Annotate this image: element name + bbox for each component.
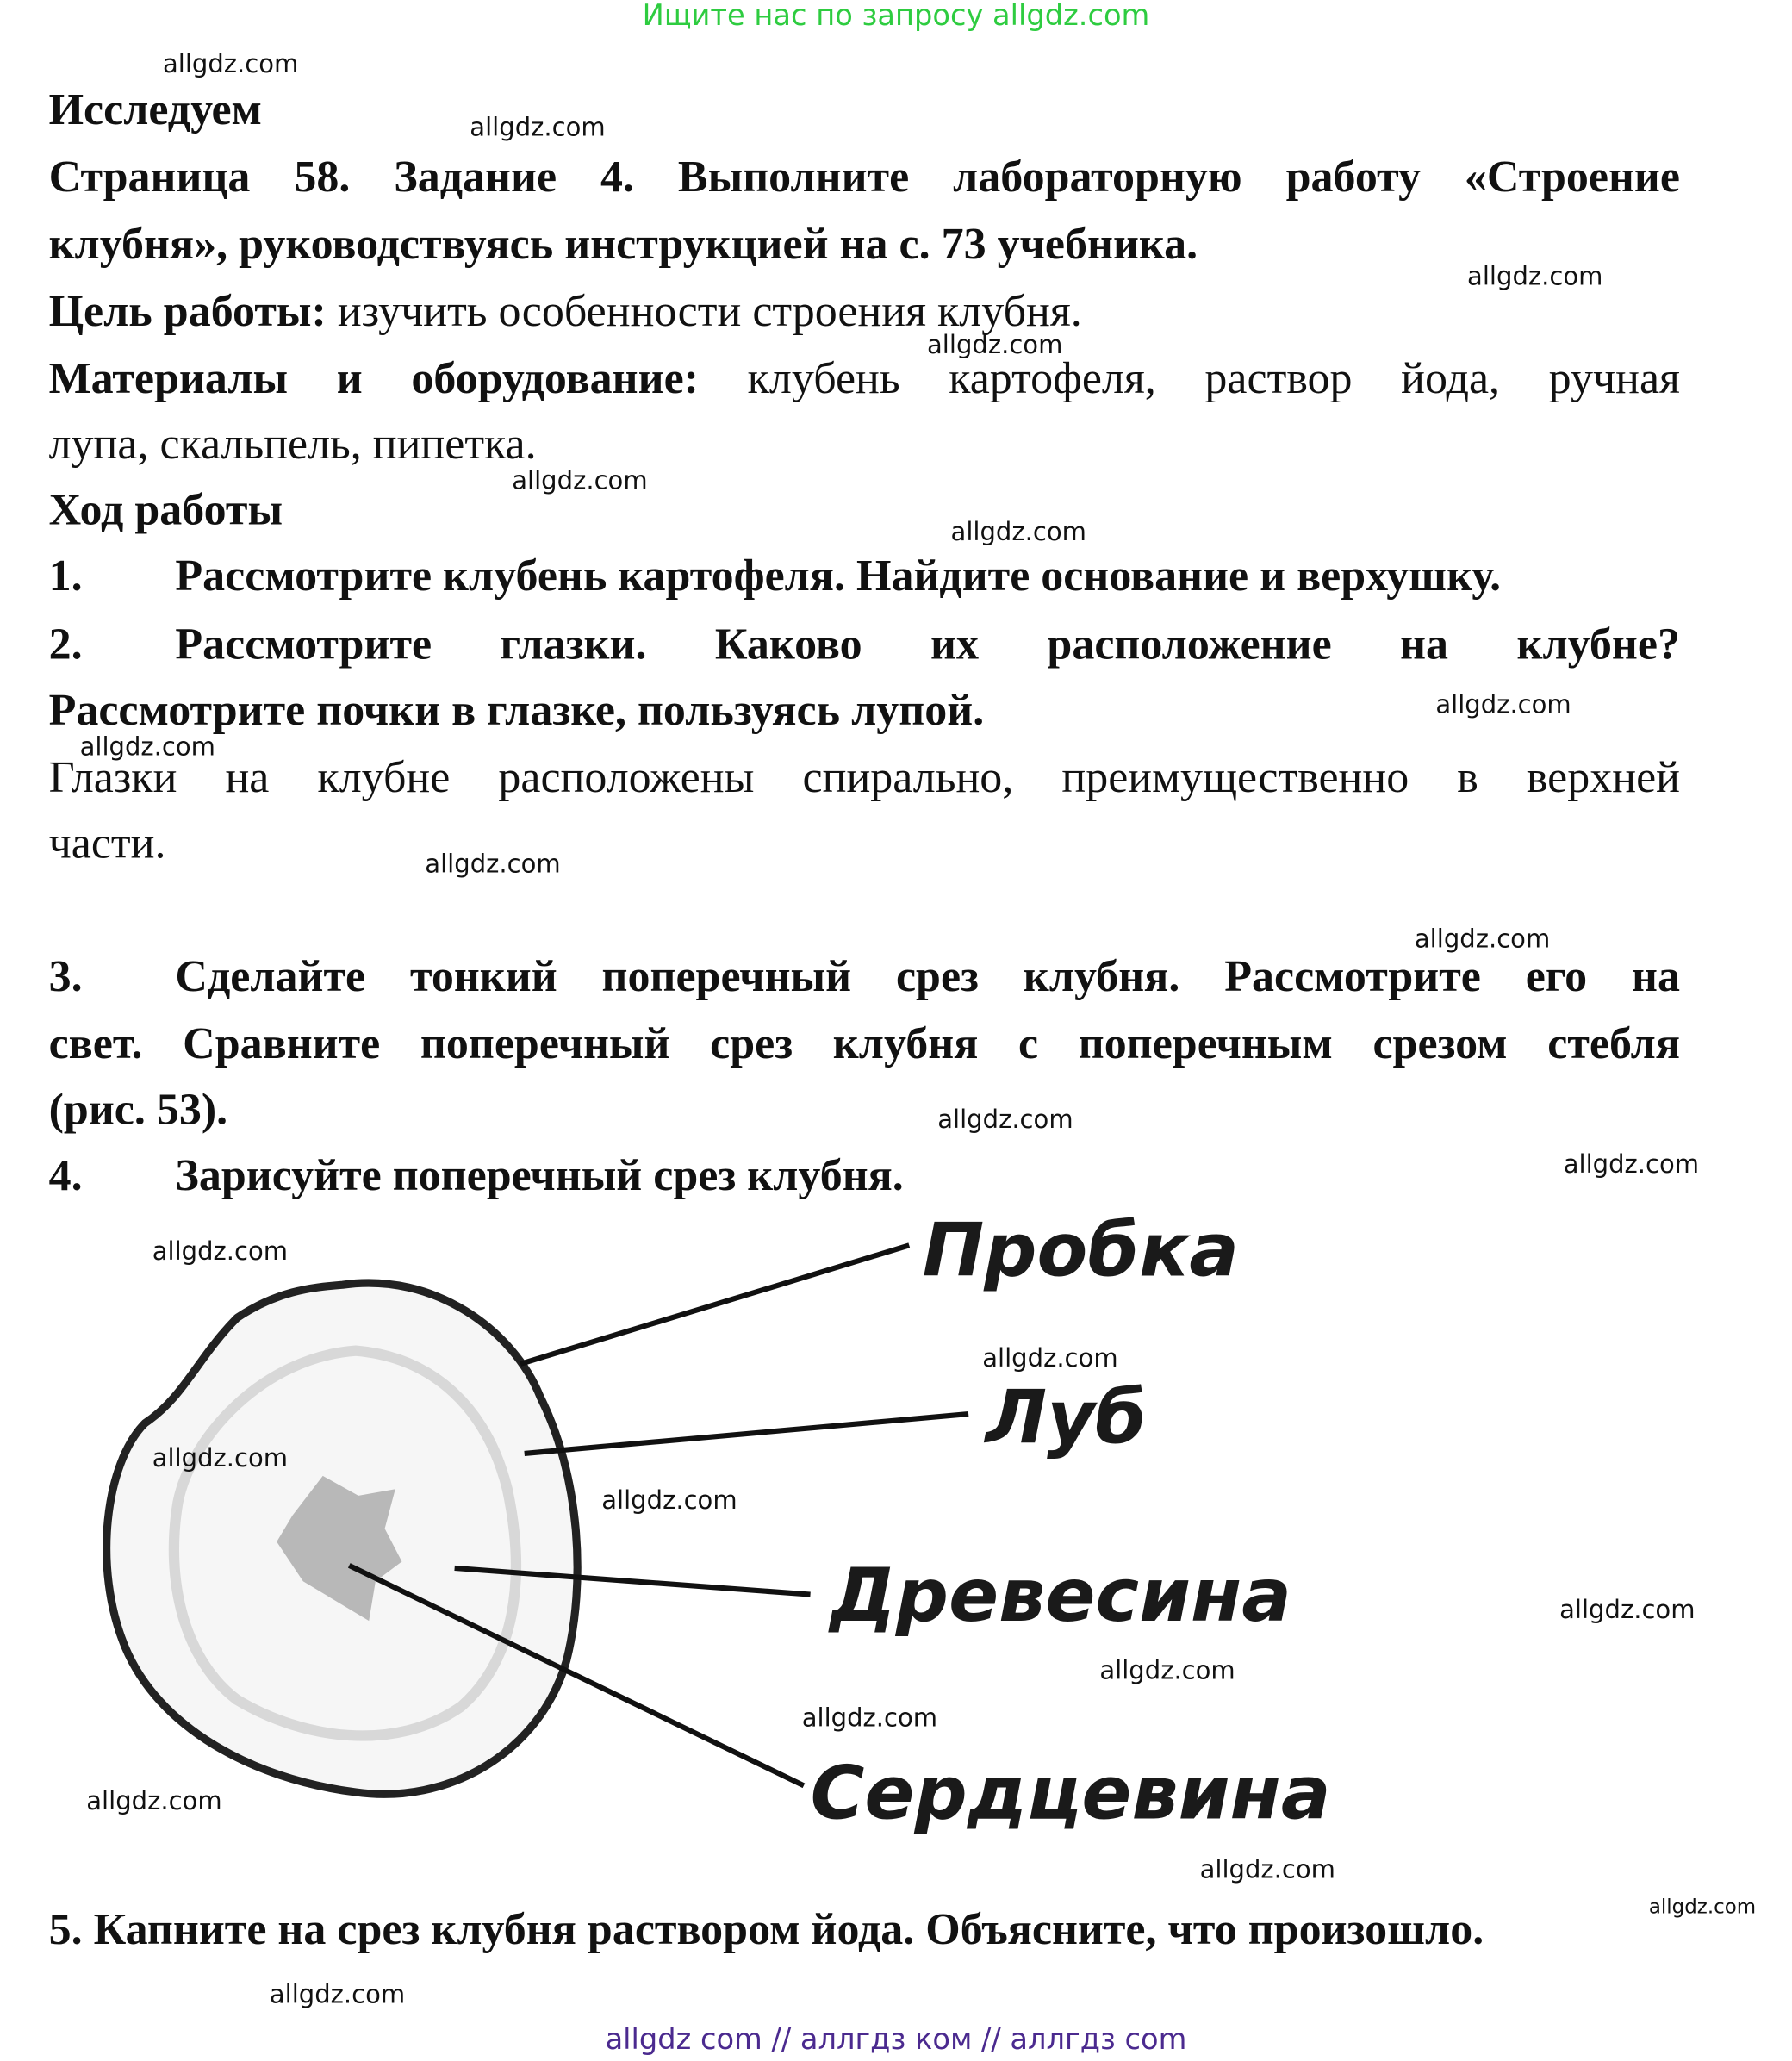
bottom-banner[interactable]: allgdz com // аллгдз ком // аллгдз com	[605, 2024, 1187, 2058]
watermark: allgdz.com	[86, 1786, 222, 1816]
watermark: allgdz.com	[926, 330, 1063, 360]
step-3-line-2: свет. Сравните поперечный срез клубня с поперечным срезом стебля	[48, 1019, 1680, 1069]
step-1: 1. Рассмотрите клубень картофеля. Найдите основание и верхушку.	[48, 551, 1502, 601]
watermark: allgdz.com	[982, 1343, 1118, 1373]
watermark: allgdz.com	[512, 466, 648, 496]
materials-line-2: лупа, скальпель, пипетка.	[48, 420, 537, 470]
watermark: allgdz.com	[1099, 1656, 1235, 1686]
watermark: allgdz.com	[152, 1237, 289, 1267]
label-pith: Сердцевина	[810, 1751, 1331, 1837]
watermark: allgdz.com	[162, 50, 299, 79]
answer-2-line-1: Глазки на клубне расположены спирально, преимущественно в верхней	[48, 753, 1680, 803]
watermark: allgdz.com	[1435, 690, 1571, 720]
watermark: allgdz.com	[79, 732, 215, 762]
label-cork: Пробка	[922, 1208, 1240, 1294]
watermark: allgdz.com	[1199, 1855, 1335, 1885]
materials-label: Материалы и оборудование:	[48, 354, 700, 403]
watermark: allgdz.com	[1467, 262, 1603, 291]
watermark: allgdz.com	[1414, 925, 1551, 955]
procedure-title: Ход работы	[48, 486, 283, 535]
watermark: allgdz.com	[470, 113, 606, 143]
task-line-2: клубня», руководствуясь инструкцией на с. 73 учебника.	[48, 220, 1198, 269]
watermark: allgdz.com	[937, 1105, 1073, 1135]
task-line-1: Страница 58. Задание 4. Выполните лабораторную работу «Строение	[48, 153, 1680, 202]
step-3-line-3: (рис. 53).	[48, 1086, 228, 1135]
heading: Исследуем	[48, 85, 262, 134]
leader-cork	[520, 1245, 909, 1364]
materials-text: клубень картофеля, раствор йода, ручная	[699, 354, 1680, 403]
watermark: allgdz.com	[1563, 1150, 1700, 1180]
goal-text: изучить особенности строения клубня.	[326, 287, 1082, 336]
step-3: 3. Сделайте тонкий поперечный срез клубня. Рассмотрите его на	[48, 952, 1680, 1002]
step-2: 2. Рассмотрите глазки. Каково их расположение на клубне?	[48, 620, 1680, 669]
label-phloem: Луб	[985, 1375, 1147, 1461]
watermark: allgdz.com	[425, 850, 561, 880]
top-banner[interactable]: Ищите нас по запросу allgdz.com	[642, 0, 1150, 34]
label-xylem: Древесина	[830, 1554, 1292, 1640]
leader-phloem	[525, 1414, 968, 1454]
step-2-line-2: Рассмотрите почки в глазке, пользуясь лупой.	[48, 686, 985, 736]
watermark: allgdz.com	[950, 518, 1086, 547]
watermark: allgdz.com	[1648, 1895, 1757, 1919]
step-5: 5. Капните на срез клубня раствором йода. Объясните, что произошло.	[48, 1905, 1484, 1955]
watermark: allgdz.com	[601, 1486, 737, 1516]
watermark: allgdz.com	[152, 1444, 289, 1473]
watermark: allgdz.com	[1559, 1596, 1696, 1625]
watermark: allgdz.com	[801, 1703, 938, 1734]
goal-label: Цель работы:	[48, 287, 327, 336]
watermark: allgdz.com	[269, 1980, 406, 2010]
step-4: 4. Зарисуйте поперечный срез клубня.	[48, 1151, 904, 1201]
answer-2-line-2: части.	[48, 819, 166, 869]
